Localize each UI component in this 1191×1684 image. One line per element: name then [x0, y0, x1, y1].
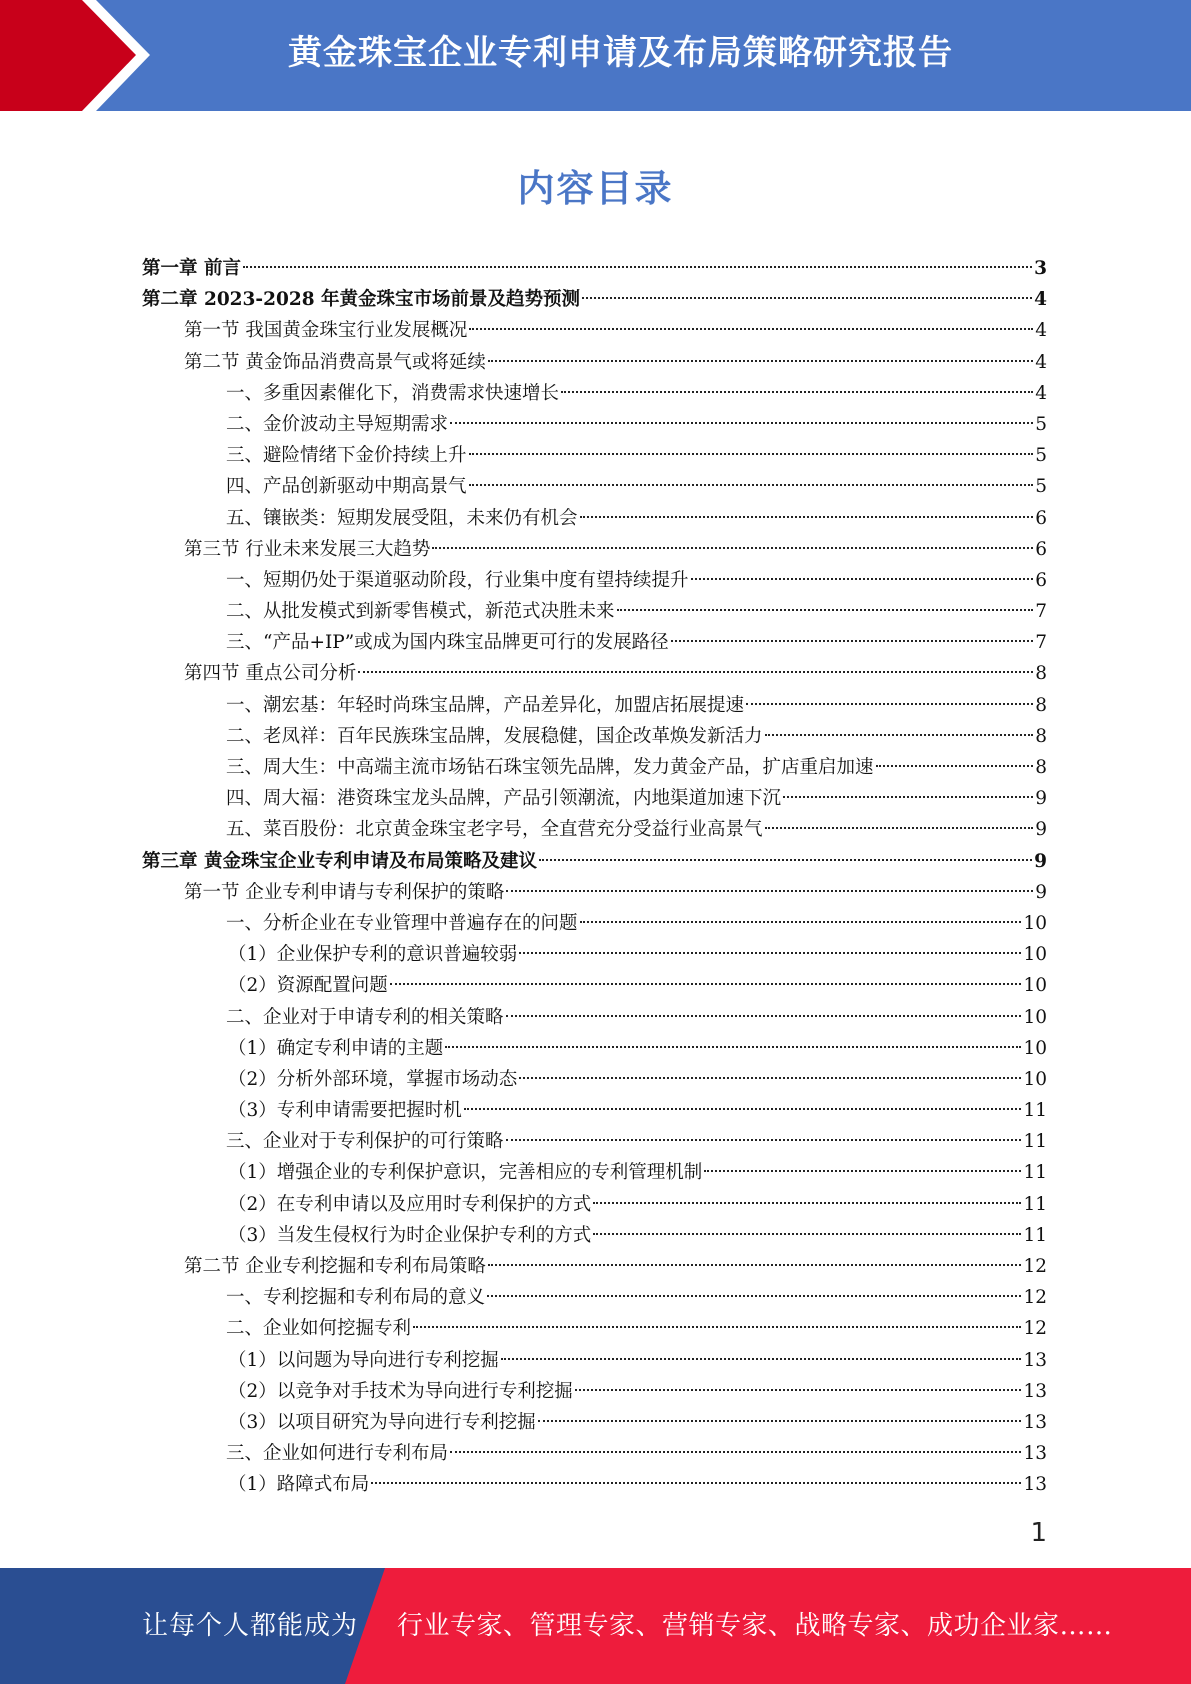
toc-entry-label: （1）企业保护专利的意识普遍较弱: [228, 944, 518, 966]
toc-entry[interactable]: [142, 1033, 1047, 1064]
toc-entry[interactable]: [142, 970, 1047, 1001]
toc-entry[interactable]: [142, 627, 1047, 658]
toc-leader-dots: [450, 1451, 1021, 1453]
toc-leader-dots: [487, 1295, 1021, 1297]
toc-leader-dots: [390, 983, 1022, 985]
toc-entry-label: 二、老凤祥：百年民族珠宝品牌，发展稳健，国企改革焕发新活力: [226, 725, 763, 747]
toc-entry[interactable]: [142, 1189, 1047, 1220]
toc-entry-page: 13: [1023, 1474, 1047, 1496]
toc-entry-page: 5: [1035, 413, 1047, 435]
toc-entry[interactable]: [142, 534, 1047, 565]
toc-leader-dots: [575, 1389, 1022, 1391]
toc-leader-dots: [506, 890, 1033, 892]
toc-leader-dots: [746, 703, 1033, 705]
toc-entry-label: 一、专利挖掘和专利布局的意义: [226, 1287, 486, 1309]
toc-entry-page: 4: [1035, 351, 1047, 373]
toc-entry-label: （2）在专利申请以及应用时专利保护的方式: [228, 1193, 592, 1215]
toc-entry-label: 第四节 重点公司分析: [184, 663, 357, 685]
toc-leader-dots: [783, 796, 1033, 798]
toc-entry[interactable]: [142, 690, 1047, 721]
toc-leader-dots: [469, 453, 1034, 455]
toc-entry-page: 4: [1035, 382, 1047, 404]
toc-entry-label: 一、短期仍处于渠道驱动阶段，行业集中度有望持续提升: [226, 569, 689, 591]
toc-entry-label: （1）确定专利申请的主题: [228, 1037, 444, 1059]
toc-entry[interactable]: [142, 1282, 1047, 1313]
toc-leader-dots: [593, 1202, 1021, 1204]
toc-entry[interactable]: [142, 1251, 1047, 1282]
toc-entry-page: 12: [1023, 1287, 1047, 1309]
toc-entry-page: 8: [1035, 663, 1047, 685]
toc-entry-page: 8: [1035, 694, 1047, 716]
toc-entry-label: 第三节 行业未来发展三大趋势: [184, 538, 431, 560]
toc-entry-label: 二、从批发模式到新零售模式，新范式决胜未来: [226, 601, 615, 623]
toc-entry-label: 三、避险情绪下金价持续上升: [226, 445, 467, 467]
toc-entry-label: 第二章 2023-2028 年黄金珠宝市场前景及趋势预测: [142, 289, 581, 311]
toc-entry[interactable]: [142, 721, 1047, 752]
toc-entry[interactable]: [142, 783, 1047, 814]
toc-entry[interactable]: [142, 378, 1047, 409]
toc-entry-page: 5: [1035, 445, 1047, 467]
toc-entry[interactable]: [142, 315, 1047, 346]
toc-leader-dots: [469, 328, 1033, 330]
toc-entry-page: 8: [1035, 725, 1047, 747]
toc-entry-label: （3）以项目研究为导向进行专利挖掘: [228, 1411, 536, 1433]
toc-entry-label: 四、周大福：港资珠宝龙头品牌，产品引领潮流，内地渠道加速下沉: [226, 788, 782, 810]
toc-entry-label: 第一节 我国黄金珠宝行业发展概况: [184, 320, 468, 342]
toc-entry-page: 11: [1023, 1193, 1047, 1215]
toc-leader-dots: [704, 1170, 1021, 1172]
toc-leader-dots: [580, 516, 1034, 518]
header-arrow-icon: [0, 0, 136, 111]
toc-entry[interactable]: [142, 565, 1047, 596]
toc-leader-dots: [582, 297, 1032, 299]
toc-entry-label: 一、潮宏基：年轻时尚珠宝品牌，产品差异化，加盟店拓展提速: [226, 694, 745, 716]
toc-entry-label: 第二节 黄金饰品消费高景气或将延续: [184, 351, 486, 373]
toc-entry-page: 7: [1035, 601, 1047, 623]
footer-slogan-left: 让每个人都能成为: [142, 1611, 359, 1641]
toc-entry-page: 12: [1023, 1318, 1047, 1340]
toc-entry-label: （1）路障式布局: [228, 1474, 370, 1496]
toc-entry-label: 五、菜百股份：北京黄金珠宝老字号，全直营充分受益行业高景气: [226, 819, 763, 841]
toc-entry-label: 一、多重因素催化下，消费需求快速增长: [226, 382, 560, 404]
toc-entry[interactable]: [142, 908, 1047, 939]
toc-entry-page: 7: [1035, 632, 1047, 654]
toc-entry-page: 13: [1023, 1411, 1047, 1433]
toc-entry[interactable]: [142, 814, 1047, 845]
toc-leader-dots: [691, 578, 1034, 580]
toc-entry-label: （2）分析外部环境，掌握市场动态: [228, 1068, 518, 1090]
toc-leader-dots: [501, 1358, 1022, 1360]
toc-entry[interactable]: [142, 1469, 1047, 1500]
footer-slogan-right: 行业专家、管理专家、营销专家、战略专家、成功企业家……: [397, 1611, 1113, 1641]
footer-banner: [0, 1568, 1191, 1684]
table-of-contents: [142, 253, 1047, 1501]
toc-entry[interactable]: [142, 471, 1047, 502]
toc-leader-dots: [539, 859, 1032, 861]
toc-entry[interactable]: [142, 1407, 1047, 1438]
toc-entry-page: 9: [1035, 881, 1047, 903]
report-title: 黄金珠宝企业专利申请及布局策略研究报告: [288, 33, 953, 73]
toc-entry[interactable]: [142, 440, 1047, 471]
toc-leader-dots: [765, 827, 1034, 829]
toc-entry-label: 一、分析企业在专业管理中普遍存在的问题: [226, 912, 578, 934]
toc-entry-label: 第一节 企业专利申请与专利保护的策略: [184, 881, 505, 903]
toc-entry-label: （1）增强企业的专利保护意识，完善相应的专利管理机制: [228, 1162, 703, 1184]
toc-entry[interactable]: [142, 1438, 1047, 1469]
toc-entry-page: 9: [1034, 850, 1047, 872]
toc-entry-label: 二、企业如何挖掘专利: [226, 1318, 412, 1340]
toc-leader-dots: [671, 640, 1034, 642]
toc-title: 内容目录: [517, 166, 674, 210]
toc-leader-dots: [488, 360, 1033, 362]
toc-entry-page: 12: [1023, 1256, 1047, 1277]
toc-entry[interactable]: [142, 409, 1047, 440]
toc-entry-label: 四、产品创新驱动中期高景气: [226, 476, 467, 498]
toc-entry-page: 3: [1034, 258, 1047, 279]
toc-entry-page: 8: [1035, 757, 1047, 778]
toc-entry-page: 13: [1023, 1443, 1047, 1465]
toc-entry[interactable]: [142, 658, 1047, 689]
toc-entry-page: 10: [1023, 944, 1047, 966]
toc-entry[interactable]: [142, 1126, 1047, 1157]
toc-entry[interactable]: [142, 939, 1047, 970]
toc-entry-label: 第三章 黄金珠宝企业专利申请及布局策略及建议: [142, 850, 537, 872]
toc-entry-page: 10: [1023, 1006, 1047, 1028]
toc-leader-dots: [371, 1482, 1021, 1484]
toc-entry[interactable]: [142, 253, 1047, 284]
toc-entry-page: 6: [1035, 538, 1047, 560]
page-number: 1: [1030, 1518, 1047, 1548]
toc-entry-label: 五、镶嵌类：短期发展受阻，未来仍有机会: [226, 507, 578, 529]
toc-entry-label: 三、周大生：中高端主流市场钻石珠宝领先品牌，发力黄金产品，扩店重启加速: [226, 757, 874, 778]
toc-leader-dots: [445, 1046, 1021, 1048]
toc-leader-dots: [358, 671, 1033, 673]
toc-leader-dots: [450, 422, 1033, 424]
toc-leader-dots: [617, 609, 1034, 611]
toc-entry[interactable]: [142, 877, 1047, 908]
toc-entry-page: 10: [1023, 1037, 1047, 1059]
toc-entry-label: 三、企业如何进行专利布局: [226, 1443, 449, 1465]
toc-entry[interactable]: [142, 1376, 1047, 1407]
toc-entry-page: 4: [1034, 289, 1047, 311]
toc-entry-page: 13: [1023, 1380, 1047, 1402]
toc-entry[interactable]: [142, 846, 1047, 877]
toc-entry[interactable]: [142, 1002, 1047, 1033]
toc-leader-dots: [765, 734, 1034, 736]
toc-entry-page: 6: [1035, 507, 1047, 529]
toc-entry-label: （2）资源配置问题: [228, 975, 388, 997]
toc-leader-dots: [243, 266, 1032, 268]
toc-leader-dots: [506, 1015, 1022, 1017]
toc-leader-dots: [488, 1264, 1022, 1266]
toc-entry-page: 10: [1023, 1068, 1047, 1090]
toc-leader-dots: [432, 547, 1033, 549]
toc-leader-dots: [876, 765, 1034, 767]
toc-entry[interactable]: [142, 1095, 1047, 1126]
toc-leader-dots: [464, 1108, 1022, 1110]
toc-entry-page: 13: [1023, 1349, 1047, 1371]
toc-entry[interactable]: [142, 347, 1047, 378]
toc-leader-dots: [519, 1077, 1021, 1079]
toc-entry[interactable]: [142, 1064, 1047, 1095]
toc-leader-dots: [561, 391, 1033, 393]
toc-entry[interactable]: [142, 284, 1047, 315]
toc-entry-page: 5: [1035, 476, 1047, 498]
toc-entry-page: 11: [1023, 1224, 1047, 1246]
toc-entry-page: 10: [1023, 975, 1047, 997]
toc-entry-label: 第一章 前言: [142, 258, 241, 279]
toc-entry-page: 4: [1035, 320, 1047, 342]
toc-entry-label: 第二节 企业专利挖掘和专利布局策略: [184, 1256, 486, 1277]
toc-entry-page: 6: [1035, 569, 1047, 591]
toc-entry[interactable]: [142, 596, 1047, 627]
toc-entry-label: 二、金价波动主导短期需求: [226, 413, 449, 435]
toc-leader-dots: [538, 1420, 1022, 1422]
header-banner: [0, 0, 1191, 111]
toc-leader-dots: [469, 484, 1034, 486]
toc-entry-page: 9: [1035, 788, 1047, 810]
toc-entry-page: 11: [1023, 1131, 1047, 1153]
toc-leader-dots: [506, 1139, 1022, 1141]
toc-leader-dots: [519, 952, 1021, 954]
toc-entry[interactable]: [142, 1313, 1047, 1344]
toc-entry-page: 11: [1023, 1100, 1047, 1122]
toc-entry[interactable]: [142, 1157, 1047, 1188]
toc-entry[interactable]: [142, 1220, 1047, 1251]
toc-entry-label: 二、企业对于申请专利的相关策略: [226, 1006, 504, 1028]
toc-entry-page: 11: [1023, 1162, 1047, 1184]
toc-entry-page: 9: [1035, 819, 1047, 841]
toc-entry[interactable]: [142, 503, 1047, 534]
toc-leader-dots: [413, 1326, 1021, 1328]
toc-leader-dots: [593, 1233, 1021, 1235]
toc-entry-label: （1）以问题为导向进行专利挖掘: [228, 1349, 499, 1371]
toc-entry-label: 三、“产品+IP”或成为国内珠宝品牌更可行的发展路径: [226, 632, 669, 654]
toc-entry-label: 三、企业对于专利保护的可行策略: [226, 1131, 504, 1153]
toc-entry[interactable]: [142, 752, 1047, 783]
toc-entry-page: 10: [1023, 912, 1047, 934]
toc-entry-label: （2）以竞争对手技术为导向进行专利挖掘: [228, 1380, 573, 1402]
toc-entry-label: （3）当发生侵权行为时企业保护专利的方式: [228, 1224, 592, 1246]
toc-leader-dots: [580, 921, 1022, 923]
toc-entry-label: （3）专利申请需要把握时机: [228, 1100, 462, 1122]
toc-entry[interactable]: [142, 1345, 1047, 1376]
